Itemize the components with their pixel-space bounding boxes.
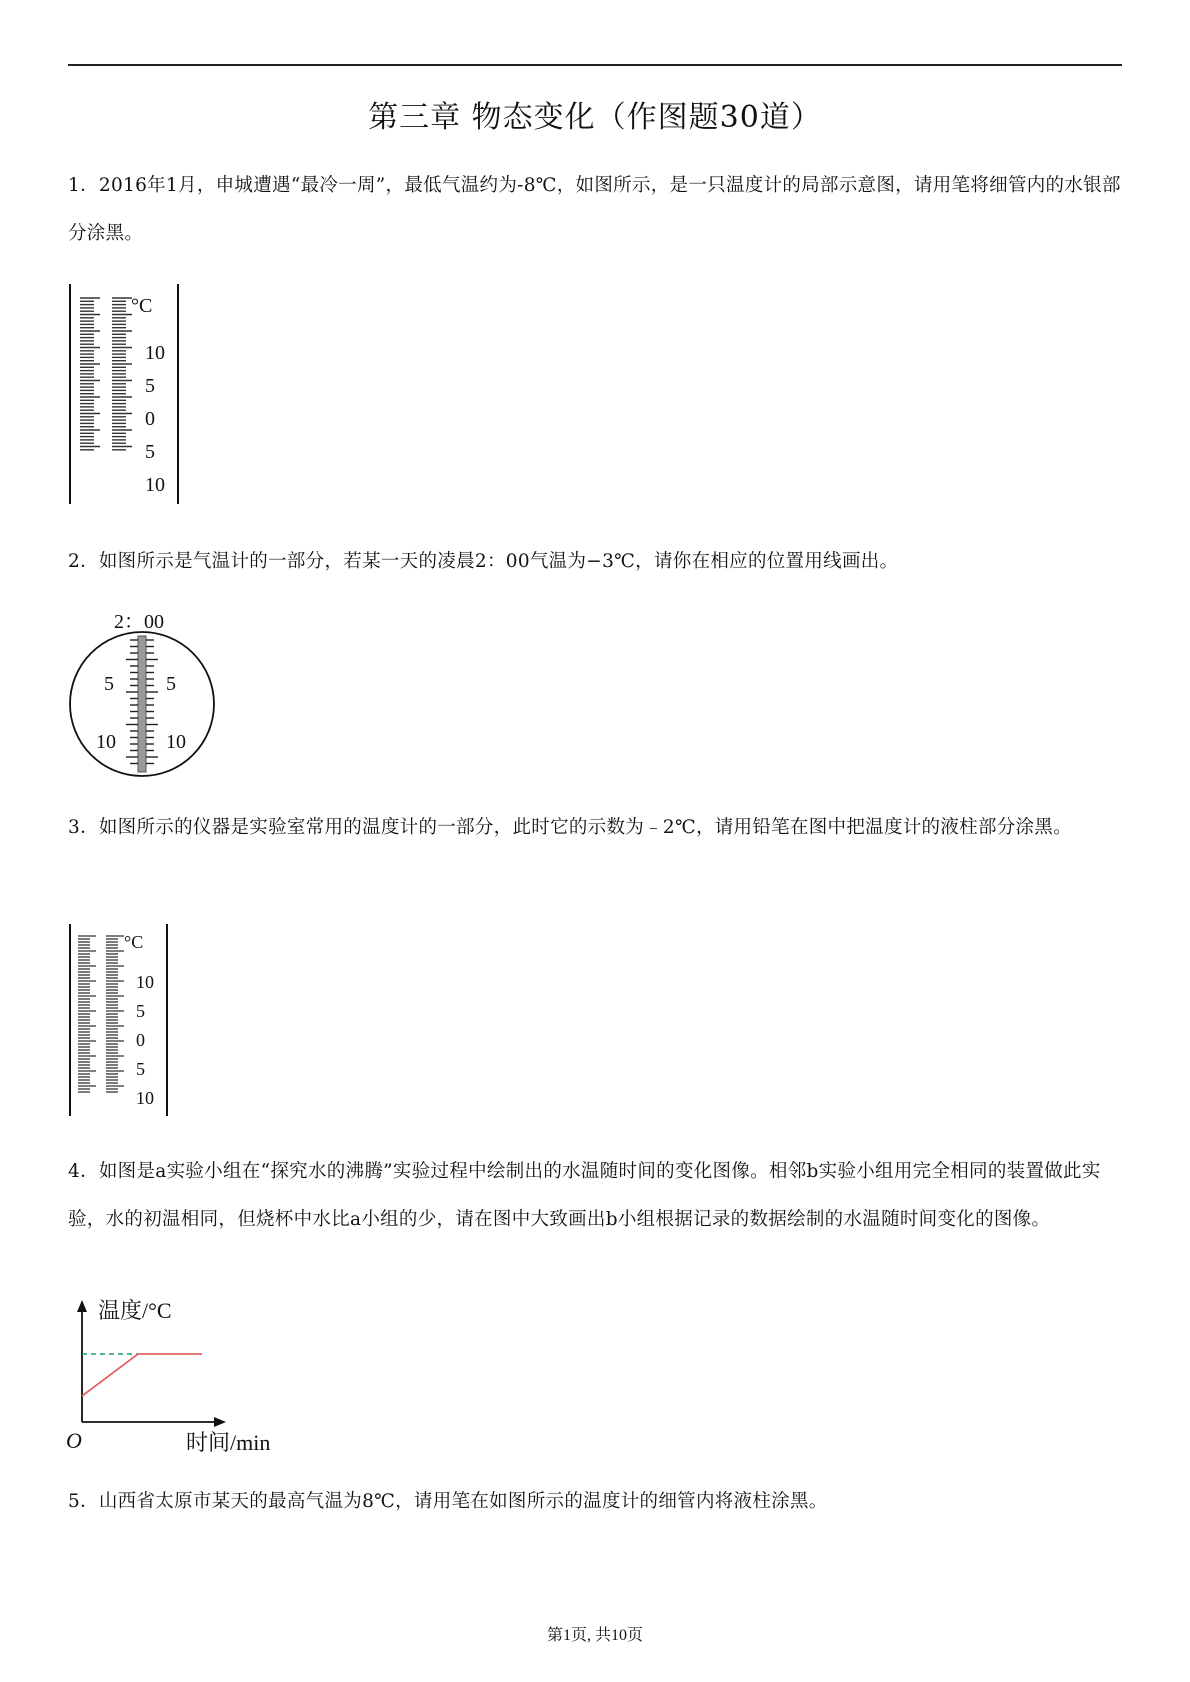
scale-label: 5 bbox=[136, 1059, 145, 1079]
scale-label: 5 bbox=[145, 375, 155, 397]
time-label: 2：00 bbox=[114, 611, 164, 633]
thermometer-figure-2 bbox=[68, 606, 218, 776]
thermometer-figure-1 bbox=[68, 282, 188, 512]
unit-label: °C bbox=[124, 932, 144, 952]
scale-label: 0 bbox=[145, 408, 155, 430]
thermometer-figure-3 bbox=[68, 922, 178, 1122]
scale-label: 10 bbox=[136, 1088, 154, 1108]
question-4-text: 4．如图是a实验小组在“探究水的沸腾”实验过程中绘制出的水温随时间的变化图像。相邻b实验小组用完全相同的装置做此实验，水的初温相同，但烧杯中水比a小组的少，请在图中大致画出b小组根据记录的数据绘制的水温随时间变化的图像。 bbox=[68, 1161, 1101, 1230]
scale-label: 5 bbox=[145, 441, 155, 463]
question-3-text: 3．如图所示的仪器是实验室常用的温度计的一部分，此时它的示数为﹣2℃，请用铅笔在图中把温度计的液柱部分涂黑。 bbox=[68, 817, 1072, 838]
scale-label: 10 bbox=[136, 972, 154, 992]
scale-label-left: 5 bbox=[104, 673, 114, 695]
question-5-text: 5．山西省太原市某天的最高气温为8℃，请用笔在如图所示的温度计的细管内将液柱涂黑。 bbox=[68, 1491, 828, 1512]
question-1-text: 1．2016年1月，申城遭遇“最冷一周”，最低气温约为-8℃，如图所示，是一只温度计的局部示意图，请用笔将细管内的水银部分涂黑。 bbox=[68, 175, 1121, 244]
top-rule bbox=[68, 64, 1122, 66]
scale-label: 10 bbox=[145, 342, 165, 364]
temperature-time-graph bbox=[64, 1298, 294, 1458]
scale-label: 10 bbox=[145, 474, 165, 496]
y-axis-label: 温度/°C bbox=[98, 1298, 172, 1323]
scale-label: 0 bbox=[136, 1030, 145, 1050]
question-2-text: 2．如图所示是气温计的一部分，若某一天的凌晨2：00气温为−3℃，请你在相应的位置用线画出。 bbox=[68, 551, 899, 572]
scale-label-right: 5 bbox=[166, 673, 176, 695]
unit-label: °C bbox=[131, 295, 153, 317]
group-a-temperature-curve bbox=[82, 1354, 202, 1396]
origin-label: O bbox=[66, 1428, 82, 1453]
scale-label-left: 10 bbox=[96, 731, 116, 753]
scale-label: 5 bbox=[136, 1001, 145, 1021]
page-footer: 第1页, 共10页 bbox=[546, 1627, 643, 1644]
scale-label-right: 10 bbox=[166, 731, 186, 753]
x-axis-label: 时间/min bbox=[186, 1430, 271, 1455]
page-title: 第三章 物态变化（作图题30道） bbox=[368, 100, 822, 135]
